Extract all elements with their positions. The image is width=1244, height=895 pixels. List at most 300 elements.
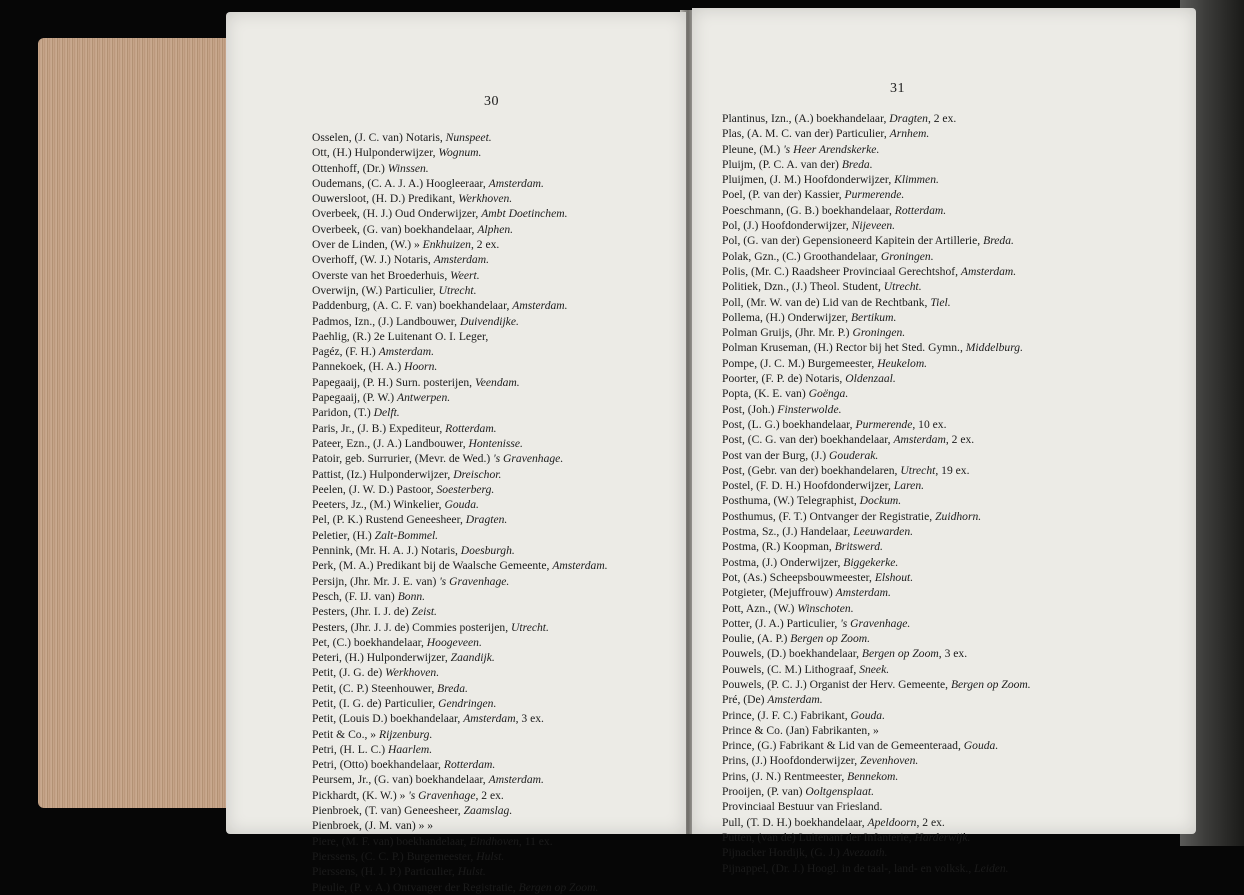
entry-place: Duivendijke. <box>459 314 519 328</box>
entry-place: Wognum. <box>438 146 482 160</box>
subscriber-entry <box>312 711 608 726</box>
subscriber-entry <box>722 264 1031 279</box>
entry-name: Pollema, (H.) Onderwijzer, <box>722 310 851 324</box>
entry-name: Paehlig, (R.) 2e Luitenant O. I. Leger, <box>312 329 489 343</box>
entry-name: Pré, (De) <box>722 693 768 707</box>
entry-place: Biggekerke. <box>843 555 899 569</box>
entry-name: Prince & Co. (Jan) Fabrikanten, » <box>722 723 879 737</box>
subscriber-entry <box>722 784 1031 799</box>
entry-place: Goënga. <box>808 387 849 401</box>
entry-place: Bergen op Zoom <box>861 647 939 661</box>
entry-name: Pannekoek, (H. A.) <box>312 360 405 374</box>
entry-name: Petit, (C. P.) Steenhouwer, <box>312 681 438 695</box>
entry-place: Dragten. <box>465 513 508 527</box>
entry-place: Nijeveen. <box>851 219 896 233</box>
entry-name: Overhoff, (W. J.) Notaris, <box>312 253 434 267</box>
entry-name: Pouwels, (D.) boekhandelaar, <box>722 647 862 661</box>
entry-place: Heukelom. <box>877 356 928 370</box>
subscriber-entry <box>312 512 608 527</box>
entry-place: Eindhoven <box>469 834 519 848</box>
entry-name: Postma, (R.) Koopman, <box>722 540 835 554</box>
entry-place: Groningen. <box>880 249 934 263</box>
entry-place: Amsterdam. <box>835 586 891 600</box>
entry-name: Peelen, (J. W. D.) Pastoor, <box>312 482 437 496</box>
entry-name: Pleune, (M.) <box>722 142 784 156</box>
subscriber-entry <box>722 126 1031 141</box>
subscriber-entry <box>312 421 608 436</box>
subscriber-entry <box>722 738 1031 753</box>
subscriber-entry <box>722 218 1031 233</box>
subscriber-entry <box>312 574 608 589</box>
entry-name: Overbeek, (H. J.) Oud Onderwijzer, <box>312 207 482 221</box>
subscriber-entry <box>312 818 608 833</box>
entry-name: Perk, (M. A.) Predikant bij de Waalsche Gemeente, <box>312 559 553 573</box>
entry-place: Amsterdam <box>893 433 946 447</box>
entry-place: Avezaath. <box>842 846 888 860</box>
subscriber-entry <box>722 692 1031 707</box>
entry-name: Poeschmann, (G. B.) boekhandelaar, <box>722 203 895 217</box>
entry-place: Sneek. <box>859 662 890 676</box>
entry-place: Finsterwolde. <box>777 402 842 416</box>
subscriber-entry <box>312 161 608 176</box>
entry-name: Post, (L. G.) boekhandelaar, <box>722 417 856 431</box>
entry-place: Bertikum. <box>850 310 897 324</box>
entry-place: Dockum. <box>859 494 902 508</box>
entry-name: Petit, (Louis D.) boekhandelaar, <box>312 712 464 726</box>
subscriber-entry <box>312 604 608 619</box>
subscriber-entry <box>312 191 608 206</box>
entry-place: Nunspeet. <box>445 131 492 144</box>
entry-place: Amsterdam <box>463 712 516 726</box>
entry-place: Amsterdam. <box>512 299 568 313</box>
subscriber-entry <box>722 601 1031 616</box>
entry-place: Klimmen. <box>894 173 939 187</box>
entry-name: Pennink, (Mr. H. A. J.) Notaris, <box>312 544 461 558</box>
entry-name: Pieulie, (P. v. A.) Ontvanger der Registratie, <box>312 880 519 894</box>
subscriber-entry <box>312 665 608 680</box>
subscriber-entry <box>312 283 608 298</box>
entry-place: Bennekom. <box>847 769 899 783</box>
entry-place: Laren. <box>893 479 925 493</box>
subscriber-entry <box>722 340 1031 355</box>
entry-name: Ottenhoff, (Dr.) <box>312 161 388 175</box>
subscriber-entry <box>722 325 1031 340</box>
entry-name: Pesch, (F. IJ. van) <box>312 589 398 603</box>
entry-name: Prooijen, (P. van) <box>722 785 806 799</box>
entry-name: Prince, (J. F. C.) Fabrikant, <box>722 708 851 722</box>
subscriber-entry <box>722 570 1031 585</box>
entry-place: Purmerende. <box>844 188 905 202</box>
entry-copies: , 2 ex. <box>927 112 957 125</box>
entry-place: Gouda. <box>444 498 479 512</box>
entry-place: Winssen. <box>387 161 429 175</box>
entry-place: Leiden. <box>974 861 1009 875</box>
entry-name: Pet, (C.) boekhandelaar, <box>312 635 427 649</box>
entry-name: Peursem, Jr., (G. van) boekhandelaar, <box>312 773 489 787</box>
entry-name: Poel, (P. van der) Kassier, <box>722 188 845 202</box>
entry-place: Amsterdam. <box>767 693 823 707</box>
subscriber-entry <box>312 650 608 665</box>
entry-name: Overste van het Broederhuis, <box>312 268 451 282</box>
subscriber-entry <box>722 386 1031 401</box>
entry-name: Potgieter, (Mejuffrouw) <box>722 586 836 600</box>
entry-place: Britswerd. <box>834 540 883 554</box>
entry-name: Post van der Burg, (J.) <box>722 448 830 462</box>
entry-place: Gendringen. <box>438 696 497 710</box>
entry-place: Rotterdam. <box>894 203 947 217</box>
entry-name: Petri, (H. L. C.) <box>312 742 388 756</box>
entry-name: Pattist, (Iz.) Hulponderwijzer, <box>312 467 454 481</box>
subscriber-list-right <box>722 111 1031 876</box>
entry-place: Rotterdam. <box>445 421 497 435</box>
entry-place: Hoorn. <box>404 360 438 374</box>
entry-place: Soesterberg. <box>436 482 495 496</box>
entry-name: Prins, (J.) Hoofdonderwijzer, <box>722 754 860 768</box>
entry-name: Ott, (H.) Hulponderwijzer, <box>312 146 439 160</box>
entry-name: Osselen, (J. C. van) Notaris, <box>312 131 446 144</box>
subscriber-entry <box>722 233 1031 248</box>
entry-name: Post, (Gebr. van der) boekhandelaren, <box>722 463 901 477</box>
entry-copies: , 3 ex. <box>938 647 968 661</box>
entry-name: Pol, (G. van der) Gepensioneerd Kapitein der Artillerie, <box>722 234 984 248</box>
subscriber-entry <box>312 405 608 420</box>
subscriber-entry <box>722 861 1031 876</box>
entry-place: Utrecht. <box>438 283 477 297</box>
entry-name: Papegaaij, (P. H.) Surn. posterijen, <box>312 375 475 389</box>
entry-name: Petit, (J. G. de) <box>312 666 386 680</box>
entry-name: Poorter, (F. P. de) Notaris, <box>722 372 846 386</box>
subscriber-entry <box>722 509 1031 524</box>
subscriber-entry <box>722 539 1031 554</box>
entry-name: Papegaaij, (P. W.) <box>312 391 398 405</box>
subscriber-entry <box>722 646 1031 661</box>
entry-place: Purmerende <box>855 417 913 431</box>
subscriber-entry <box>722 478 1031 493</box>
entry-place: Arnhem. <box>889 127 930 141</box>
entry-place: Amsterdam. <box>488 176 544 190</box>
subscriber-entry <box>312 268 608 283</box>
entry-place: 's Gravenhage. <box>439 574 510 588</box>
entry-name: Pijnappel, (Dr. J.) Hoogl. in de taal-, land- en volksk., <box>722 861 975 875</box>
subscriber-entry <box>722 769 1031 784</box>
entry-name: Pesters, (Jhr. J. J. de) Commies posterijen, <box>312 620 512 634</box>
entry-place: Gouderak. <box>829 448 879 462</box>
entry-place: Hulst. <box>476 849 505 863</box>
entry-name: Pienbroek, (J. M. van) » » <box>312 819 434 833</box>
entry-name: Polak, Gzn., (C.) Groothandelaar, <box>722 249 881 263</box>
subscriber-entry <box>722 111 1031 126</box>
subscriber-entry <box>722 402 1031 417</box>
entry-place: Amsterdam. <box>488 773 544 787</box>
entry-name: Plantinus, Izn., (A.) boekhandelaar, <box>722 112 890 125</box>
subscriber-entry <box>312 344 608 359</box>
subscriber-entry <box>722 295 1031 310</box>
entry-name: Pott, Azn., (W.) <box>722 601 798 615</box>
subscriber-entry <box>722 142 1031 157</box>
subscriber-entry <box>312 359 608 374</box>
entry-place: Winschoten. <box>797 601 854 615</box>
subscriber-entry <box>312 206 608 221</box>
subscriber-entry <box>722 493 1031 508</box>
entry-place: Oldenzaal. <box>845 372 896 386</box>
entry-place: Amsterdam. <box>378 345 434 359</box>
subscriber-entry <box>312 298 608 313</box>
entry-name: Petit, (I. G. de) Particulier, <box>312 696 439 710</box>
entry-place: Enkhuizen <box>422 238 471 252</box>
entry-name: Pijnacker Hordijk, (G. J.) <box>722 846 843 860</box>
entry-name: Pel, (P. K.) Rustend Geneesheer, <box>312 513 466 527</box>
subscriber-entry <box>312 849 608 864</box>
subscriber-entry <box>312 451 608 466</box>
entry-name: Popta, (K. E. van) <box>722 387 809 401</box>
entry-name: Putten, (van de) Luitenant der Infanterie, <box>722 830 915 844</box>
entry-name: Postel, (F. D. H.) Hoofdonderwijzer, <box>722 479 894 493</box>
entry-place: Utrecht <box>900 463 936 477</box>
entry-name: Pluijm, (P. C. A. van der) <box>722 157 842 171</box>
subscriber-entry <box>312 635 608 650</box>
entry-place: Utrecht. <box>883 280 922 294</box>
entry-copies: , 19 ex. <box>935 463 970 477</box>
subscriber-entry <box>312 390 608 405</box>
entry-place: Bergen op Zoom. <box>790 632 871 646</box>
subscriber-entry <box>312 620 608 635</box>
entry-name: Postma, (J.) Onderwijzer, <box>722 555 844 569</box>
entry-place: Gouda. <box>850 708 885 722</box>
subscriber-entry <box>722 799 1031 814</box>
entry-place: 's Heer Arendskerke. <box>783 142 880 156</box>
entry-name: Overwijn, (W.) Particulier, <box>312 283 439 297</box>
entry-place: Leeuwarden. <box>853 525 914 539</box>
entry-place: Gouda. <box>963 739 999 753</box>
entry-place: Apeldoorn <box>867 815 917 829</box>
entry-name: Post, (C. G. van der) boekhandelaar, <box>722 433 894 447</box>
entry-name: Polman Gruijs, (Jhr. Mr. P.) <box>722 326 853 340</box>
entry-name: Potter, (J. A.) Particulier, <box>722 616 841 630</box>
entry-name: Pateer, Ezn., (J. A.) Landbouwer, <box>312 436 469 450</box>
entry-place: Amsterdam. <box>960 264 1017 278</box>
entry-place: Amsterdam. <box>433 253 489 267</box>
entry-name: Patoir, geb. Surrurier, (Mevr. de Wed.) <box>312 452 494 466</box>
entry-name: Paris, Jr., (J. B.) Expediteur, <box>312 421 446 435</box>
subscriber-entry <box>722 524 1031 539</box>
subscriber-entry <box>722 172 1031 187</box>
subscriber-entry <box>312 772 608 787</box>
entry-place: Rijzenburg. <box>379 727 433 741</box>
entry-place: Weert. <box>450 268 480 282</box>
entry-name: Overbeek, (G. van) boekhandelaar, <box>312 222 478 236</box>
left-page <box>226 12 686 894</box>
entry-place: Dreischor. <box>453 467 502 481</box>
entry-name: Peteri, (H.) Hulponderwijzer, <box>312 651 451 665</box>
entry-place: Hulst. <box>457 865 486 879</box>
subscriber-entry <box>312 696 608 711</box>
subscriber-entry <box>722 585 1031 600</box>
entry-place: Bergen op Zoom. <box>518 880 599 894</box>
entry-name: Pagéz, (F. H.) <box>312 345 379 359</box>
entry-place: Zaamslag. <box>463 804 513 818</box>
entry-name: Posthuma, (W.) Telegraphist, <box>722 494 860 508</box>
entry-name: Piere, (M. F. van) boekhandelaar, <box>312 834 470 848</box>
entry-place: Zuidhorn. <box>935 509 982 523</box>
entry-place: Harderwijk. <box>914 830 971 844</box>
entry-name: Padmos, Izn., (J.) Landbouwer, <box>312 314 460 328</box>
subscriber-entry <box>312 834 608 849</box>
page-number-left: 30 <box>484 94 499 109</box>
entry-place: Amsterdam. <box>552 559 608 573</box>
entry-place: Breda. <box>437 681 468 695</box>
entry-place: Veendam. <box>474 375 520 389</box>
subscriber-entry <box>312 788 608 803</box>
subscriber-entry <box>722 203 1031 218</box>
entry-copies: , 11 ex. <box>518 834 553 848</box>
subscriber-entry <box>722 417 1031 432</box>
entry-place: Bonn. <box>397 589 426 603</box>
subscriber-entry <box>312 130 608 145</box>
entry-name: Postma, Sz., (J.) Handelaar, <box>722 525 854 539</box>
subscriber-entry <box>312 742 608 757</box>
entry-name: Polis, (Mr. C.) Raadsheer Provinciaal Gerechtshof, <box>722 264 961 278</box>
entry-place: Zeist. <box>411 605 437 619</box>
entry-place: Ooltgensplaat. <box>805 785 875 799</box>
subscriber-entry <box>722 708 1031 723</box>
entry-name: Pierssens, (H. J. P.) Particulier, <box>312 865 458 879</box>
subscriber-entry <box>722 753 1031 768</box>
subscriber-entry <box>312 314 608 329</box>
subscriber-entry <box>722 631 1031 646</box>
entry-place: Tiel. <box>930 295 951 309</box>
entry-name: Paddenburg, (A. C. F. van) boekhandelaar, <box>312 299 513 313</box>
subscriber-entry <box>312 589 608 604</box>
entry-place: Middelburg. <box>965 341 1023 355</box>
entry-place: Hoogeveen. <box>426 635 482 649</box>
entry-name: Petit & Co., » <box>312 727 379 741</box>
subscriber-entry <box>722 845 1031 860</box>
subscriber-entry <box>722 371 1031 386</box>
entry-name: Pesters, (Jhr. I. J. de) <box>312 605 412 619</box>
subscriber-entry <box>312 497 608 512</box>
book-page-edges <box>38 38 230 808</box>
entry-place: 's Gravenhage. <box>840 616 911 630</box>
subscriber-entry <box>312 176 608 191</box>
entry-place: Elshout. <box>874 570 914 584</box>
subscriber-entry <box>312 543 608 558</box>
right-page <box>692 8 1196 875</box>
subscriber-entry <box>722 677 1031 692</box>
entry-place: Bergen op Zoom. <box>950 677 1031 691</box>
entry-copies: , 10 ex. <box>912 417 947 431</box>
entry-place: 's Gravenhage. <box>493 452 564 466</box>
entry-copies: , 2 ex. <box>475 788 504 802</box>
entry-name: Peeters, Jz., (M.) Winkelier, <box>312 498 445 512</box>
subscriber-entry <box>722 157 1031 172</box>
subscriber-entry <box>312 329 608 344</box>
entry-place: Utrecht. <box>511 620 549 634</box>
entry-copies: , 2 ex. <box>470 238 500 252</box>
subscriber-list-left <box>312 130 608 895</box>
subscriber-entry <box>312 880 608 895</box>
entry-place: Haarlem. <box>388 742 433 756</box>
entry-place: Breda. <box>841 157 873 171</box>
subscriber-entry <box>312 252 608 267</box>
entry-place: Rotterdam. <box>443 758 496 772</box>
entry-place: Ambt Doetinchem. <box>481 207 568 221</box>
entry-name: Ouwersloot, (H. D.) Predikant, <box>312 192 459 206</box>
entry-place: Zaandijk. <box>450 651 495 665</box>
entry-name: Poll, (Mr. W. van de) Lid van de Rechtbank, <box>722 295 931 309</box>
subscriber-entry <box>312 681 608 696</box>
entry-name: Pienbroek, (T. van) Geneesheer, <box>312 804 464 818</box>
entry-name: Prins, (J. N.) Rentmeester, <box>722 769 848 783</box>
subscriber-entry <box>722 448 1031 463</box>
subscriber-entry <box>312 757 608 772</box>
subscriber-entry <box>312 528 608 543</box>
entry-name: Pot, (As.) Scheepsbouwmeester, <box>722 570 875 584</box>
entry-place: Breda. <box>983 234 1014 248</box>
subscriber-entry <box>722 356 1031 371</box>
entry-place: 's Gravenhage <box>408 788 476 802</box>
subscriber-entry <box>312 558 608 573</box>
subscriber-entry <box>722 279 1031 294</box>
entry-name: Provinciaal Bestuur van Friesland. <box>722 800 883 814</box>
subscriber-entry <box>312 436 608 451</box>
entry-copies: , 2 ex. <box>945 433 975 447</box>
subscriber-entry <box>722 187 1031 202</box>
entry-name: Paridon, (T.) <box>312 406 374 420</box>
entry-name: Polman Kruseman, (H.) Rector bij het Sted. Gymn., <box>722 341 966 355</box>
entry-name: Pickhardt, (K. W.) » <box>312 788 409 802</box>
entry-name: Poulie, (A. P.) <box>722 632 791 646</box>
entry-name: Pierssens, (C. C. P.) Burgemeester, <box>312 849 477 863</box>
entry-name: Posthumus, (F. T.) Ontvanger der Registratie, <box>722 509 936 523</box>
entry-place: Werkhoven. <box>458 192 513 206</box>
subscriber-entry <box>312 864 608 879</box>
entry-name: Pouwels, (C. M.) Lithograaf, <box>722 662 860 676</box>
entry-place: Werkhoven. <box>385 666 440 680</box>
subscriber-entry <box>722 310 1031 325</box>
subscriber-entry <box>722 463 1031 478</box>
entry-name: Petri, (Otto) boekhandelaar, <box>312 758 444 772</box>
subscriber-entry <box>312 145 608 160</box>
entry-place: Antwerpen. <box>397 391 451 405</box>
entry-place: Zevenhoven. <box>860 754 919 768</box>
entry-name: Pull, (T. D. H.) boekhandelaar, <box>722 815 868 829</box>
subscriber-entry <box>312 222 608 237</box>
subscriber-entry <box>722 432 1031 447</box>
entry-copies: , 3 ex. <box>515 712 544 726</box>
entry-name: Pluijmen, (J. M.) Hoofdonderwijzer, <box>722 173 895 187</box>
entry-name: Plas, (A. M. C. van der) Particulier, <box>722 127 890 141</box>
entry-name: Oudemans, (C. A. J. A.) Hoogleeraar, <box>312 176 489 190</box>
subscriber-entry <box>722 723 1031 738</box>
entry-place: Alphen. <box>477 222 514 236</box>
entry-name: Post, (Joh.) <box>722 402 778 416</box>
entry-name: Pouwels, (P. C. J.) Organist der Herv. Gemeente, <box>722 677 951 691</box>
entry-name: Prince, (G.) Fabrikant & Lid van de Gemeenteraad, <box>722 739 964 753</box>
entry-name: Pompe, (J. C. M.) Burgemeester, <box>722 356 878 370</box>
entry-name: Peletier, (H.) <box>312 528 375 542</box>
entry-copies: , 2 ex. <box>916 815 945 829</box>
subscriber-entry <box>312 727 608 742</box>
entry-name: Over de Linden, (W.) » <box>312 238 423 252</box>
entry-place: Hontenisse. <box>468 436 523 450</box>
entry-name: Politiek, Dzn., (J.) Theol. Student, <box>722 280 884 294</box>
entry-name: Persijn, (Jhr. Mr. J. E. van) <box>312 574 440 588</box>
subscriber-entry <box>312 803 608 818</box>
page-number-right: 31 <box>890 81 905 96</box>
subscriber-entry <box>312 237 608 252</box>
subscriber-entry <box>722 616 1031 631</box>
entry-name: Pol, (J.) Hoofdonderwijzer, <box>722 219 852 233</box>
